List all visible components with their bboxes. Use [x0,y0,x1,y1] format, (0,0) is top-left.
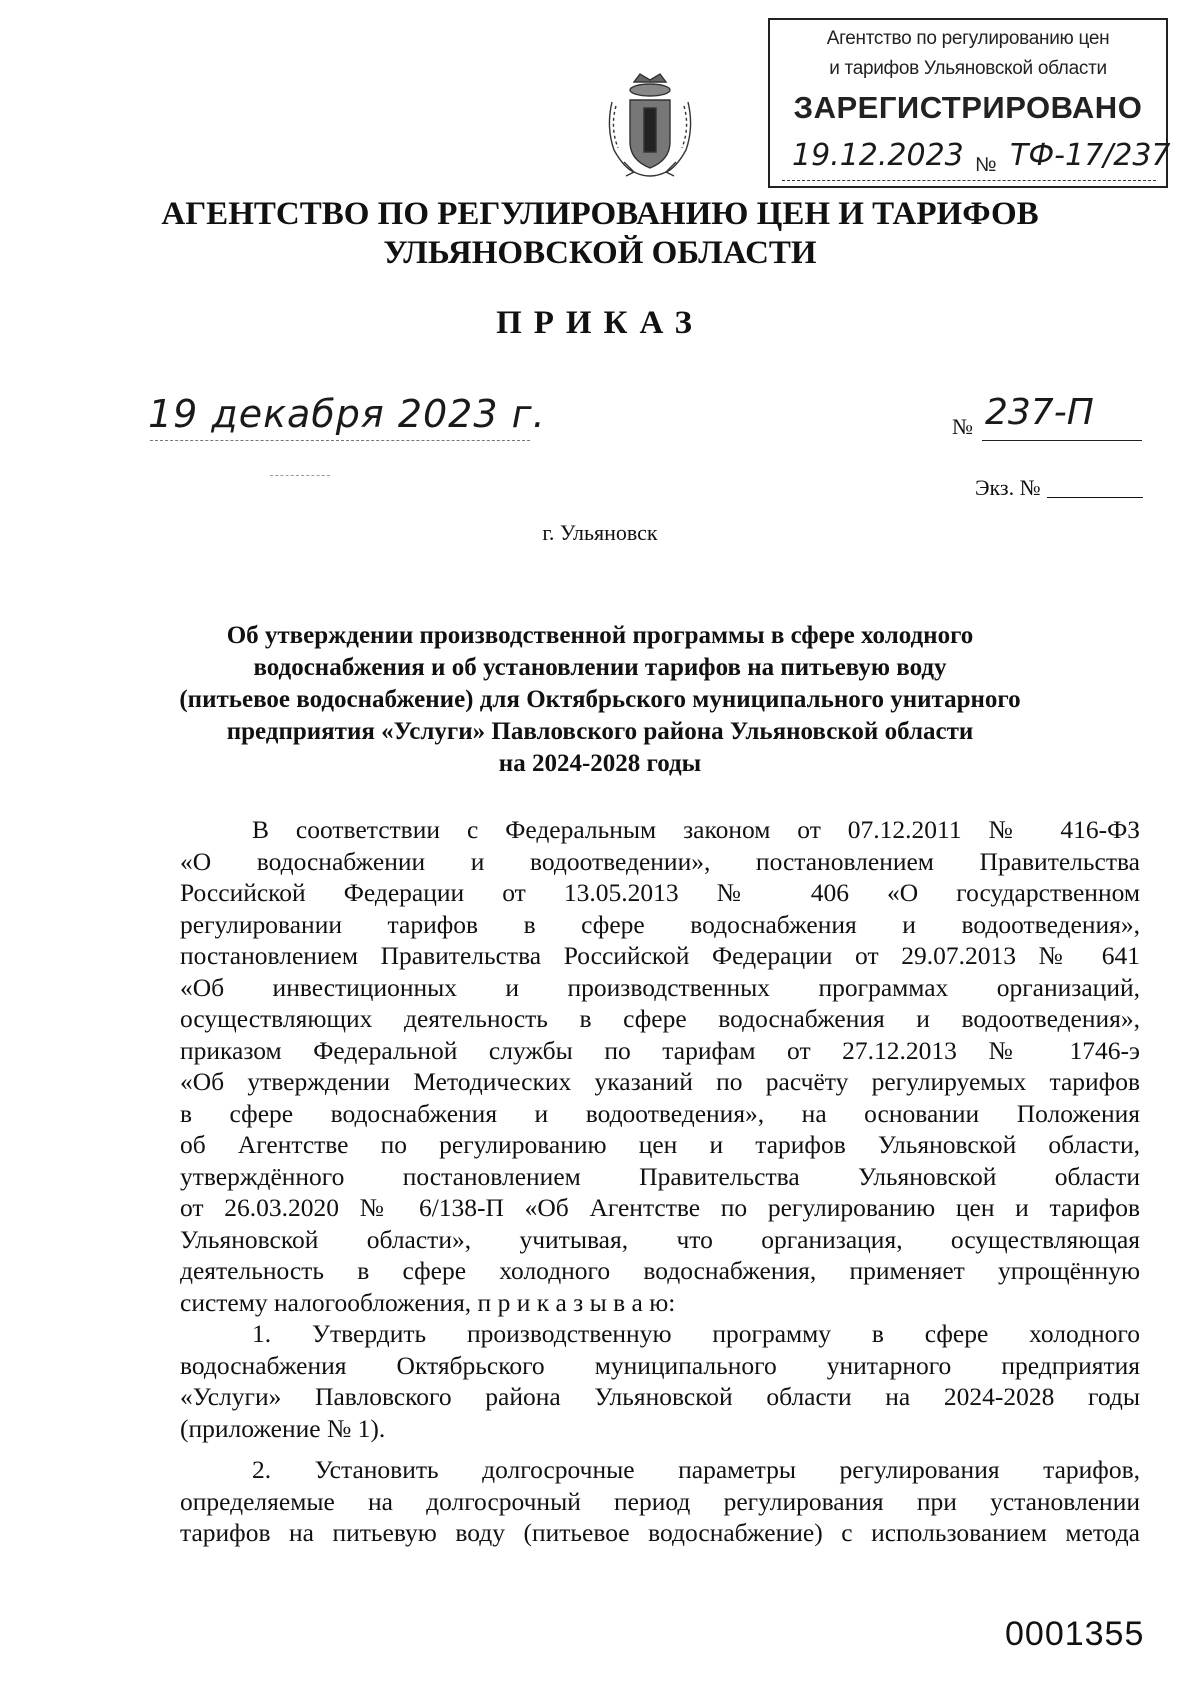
stamp-number-label: № [975,154,997,176]
order-date-handwritten: 19 декабря 2023 г. [148,392,546,436]
body-line: 1. Утвердить производственную программу в сфере холодного [252,1319,1140,1348]
body-line: осуществляющих деятельность в сфере водоснабжения и водоотведения», [180,1004,1140,1033]
body-line: постановлением Правительства Российской Федерации от 29.07.2013 № 641 [180,941,1140,970]
body-line: «Об утверждении Методических указаний по расчёту регулируемых тарифов [180,1067,1140,1096]
order-number-underline [982,440,1142,441]
copy-number-label: Экз. № [975,475,1041,500]
subject-line: Об утверждении производственной программы в сфере холодного [226,622,974,649]
clause-1 [180,1318,1140,1444]
subject-line: (питьевое водоснабжение) для Октябрьского муниципального унитарного [179,686,1021,713]
subject-line: на 2024-2028 годы [498,750,702,777]
stamp-agency-line2: и тарифов Ульяновской области [829,58,1107,79]
body-line: «О водоснабжении и водоотведении», постановлением Правительства [180,846,1140,876]
order-subject [0,620,1200,780]
serial-number: 0001355 [1005,1615,1145,1653]
body-line: «Услуги» Павловского района Ульяновской области на 2024-2028 годы [180,1382,1140,1411]
stamp-registered: ЗАРЕГИСТРИРОВАНО [793,90,1143,125]
body-line: утверждённого постановлением Правительства Ульяновской области [180,1161,1140,1191]
body-line: об Агентстве по регулированию цен и тарифов Ульяновской области, [180,1130,1140,1159]
city: г. Ульяновск [542,520,658,545]
body-line: деятельность в сфере холодного водоснабжения, применяет упрощённую [180,1256,1140,1285]
order-body [180,814,1140,1549]
order-number-handwritten: 237-П [985,392,1094,433]
agency-title-line2: УЛЬЯНОВСКОЙ ОБЛАСТИ [383,235,817,271]
body-line: систему налогообложения, п р и к а з ы в а ю: [180,1287,676,1317]
body-line: Ульяновской области», учитывая, что организация, осуществляющая [180,1224,1140,1254]
body-line: 2. Установить долгосрочные параметры регулирования тарифов, [252,1455,1140,1484]
body-line: приказом Федеральной службы по тарифам от 27.12.2013 № 1746-э [180,1035,1140,1065]
preamble-paragraph [180,814,1140,1318]
clause-2 [180,1454,1140,1549]
agency-title [0,195,1200,273]
body-line: водоснабжения Октябрьского муниципального унитарного предприятия [180,1350,1140,1380]
document-type: ПРИКАЗ [496,305,704,341]
coat-of-arms-icon [604,72,696,182]
body-line: «Об инвестиционных и производственных программах организаций, [180,972,1140,1002]
order-date-underline [150,440,530,441]
body-line: определяемые на долгосрочный период регулирования при установлении [180,1486,1140,1516]
agency-title-line1: АГЕНТСТВО ПО РЕГУЛИРОВАНИЮ ЦЕН И ТАРИФОВ [161,196,1039,232]
body-line: Российской Федерации от 13.05.2013 № 406 «О государственном [180,878,1140,907]
subject-line: водоснабжения и об установлении тарифов на питьевую воду [253,654,947,681]
registration-stamp [768,18,1171,188]
body-line: (приложение № 1). [180,1413,386,1443]
subject-line: предприятия «Услуги» Павловского района Ульяновской области [226,718,974,745]
copy-number-blank [1047,497,1143,498]
body-line: в сфере водоснабжения и водоотведения», на основании Положения [180,1098,1140,1128]
body-line: тарифов на питьевую воду (питьевое водоснабжение) с использованием метода [180,1518,1140,1547]
body-line: регулировании тарифов в сфере водоснабжения и водоотведения», [180,909,1140,939]
stamp-number: ТФ-17/237 [1010,138,1171,173]
stamp-agency-line1: Агентство по регулированию цен [826,28,1110,49]
order-number-label: № [952,414,973,439]
body-line: от 26.03.2020 № 6/138-П «Об Агентстве по регулированию цен и тарифов [180,1193,1140,1222]
stray-dash-mark [270,475,330,476]
body-line: В соответствии с Федеральным законом от 07.12.2011 № 416-ФЗ [252,815,1140,844]
stamp-date: 19.12.2023 [792,138,964,173]
